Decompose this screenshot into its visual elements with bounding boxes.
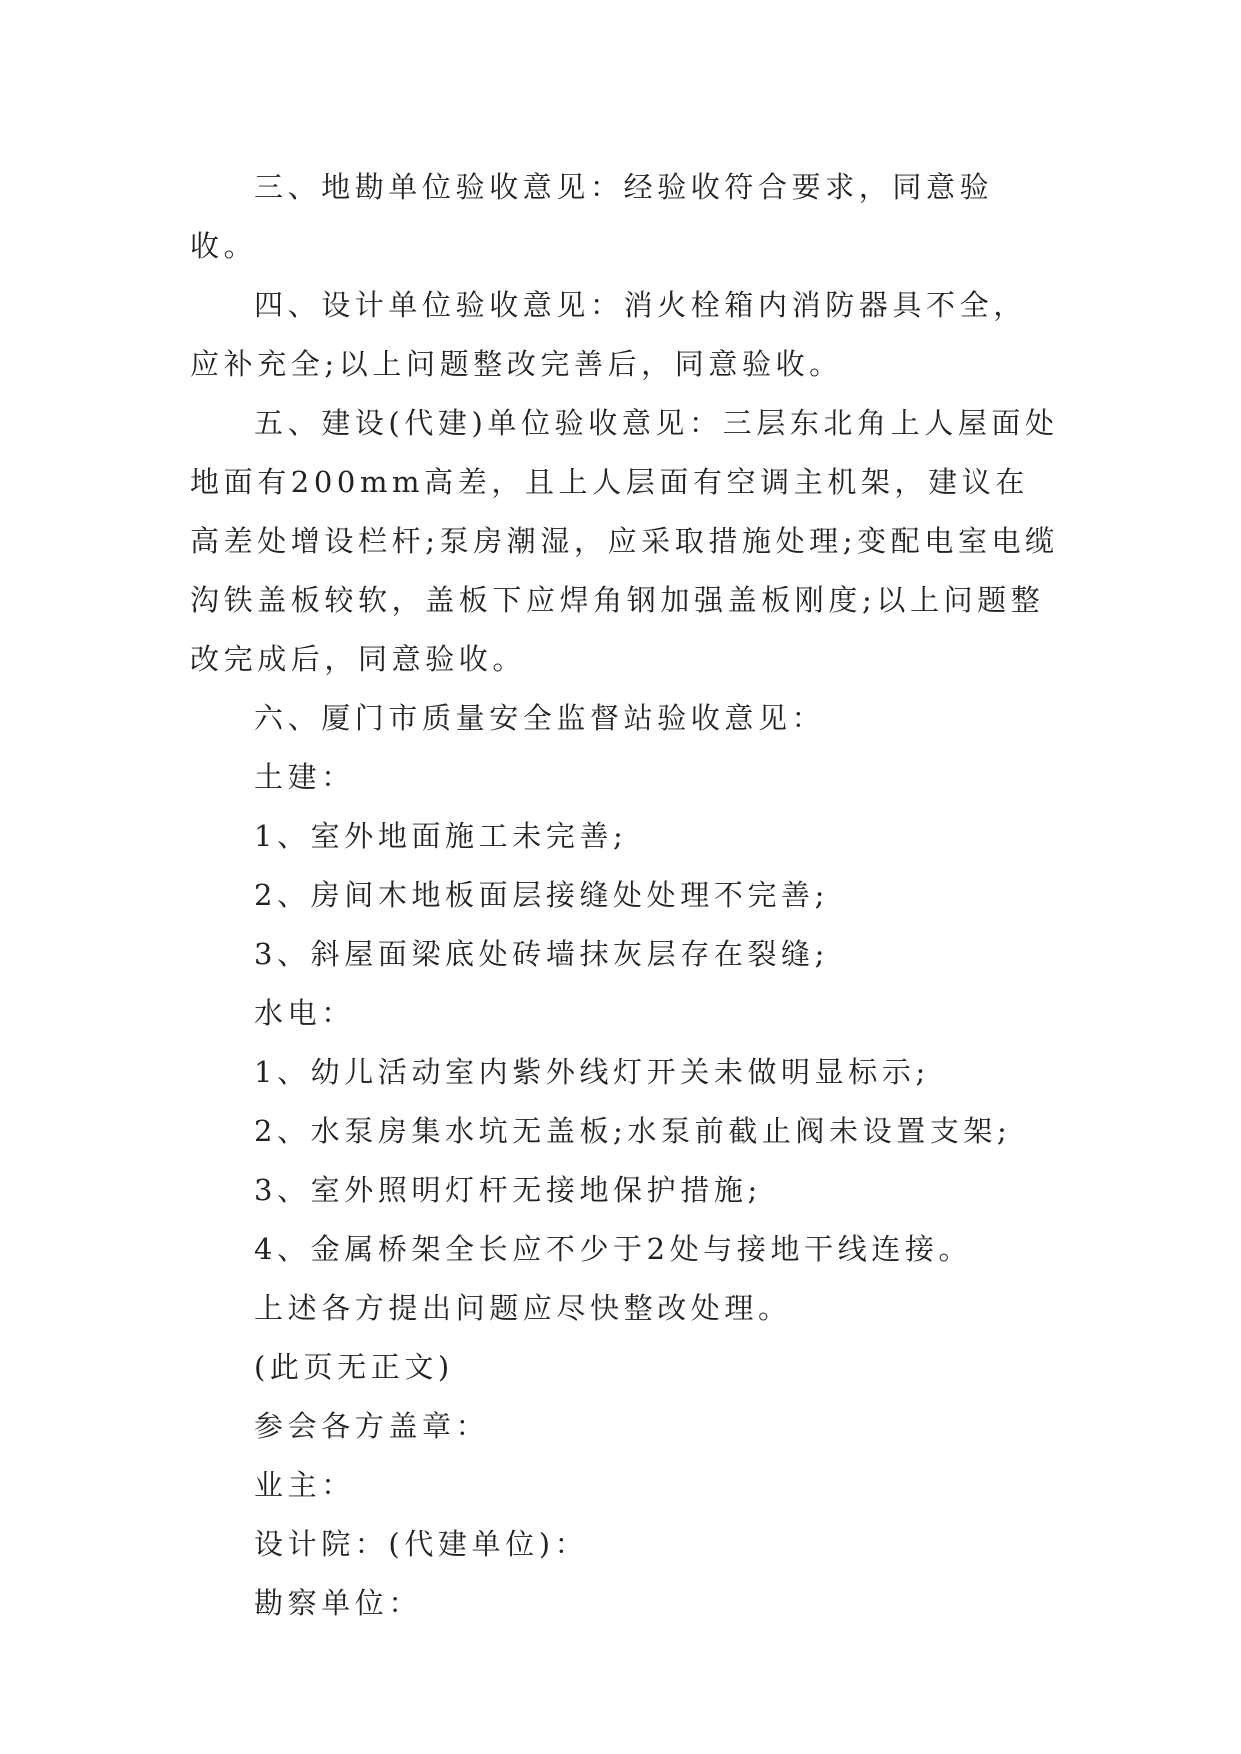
- water-electric-item-3: 3、室外照明灯杆无接地保护措施;: [254, 1173, 762, 1207]
- summary-line: 上述各方提出问题应尽快整改处理。: [254, 1291, 792, 1325]
- water-electric-item-1: 1、幼儿活动室内紫外线灯开关未做明显标示;: [254, 1055, 930, 1089]
- document-body: [190, 158, 1060, 1633]
- stamp-owner: 业主：: [254, 1468, 355, 1502]
- paragraph-geotechnical-opinion: 三、地勘单位验收意见：经验收符合要求，同意验收。: [190, 170, 994, 263]
- paragraph-design-opinion: 四、设计单位验收意见：消火栓箱内消防器具不全，应补充全;以上问题整改完善后，同意验收。: [190, 288, 1027, 381]
- heading-supervision-opinion: 六、厦门市质量安全监督站验收意见：: [254, 701, 826, 735]
- civil-item-2: 2、房间木地板面层接缝处处理不完善;: [254, 878, 830, 912]
- paragraph-construction-opinion: 五、建设(代建)单位验收意见：三层东北角上人屋面处地面有200mm高差，且上人层面有空调主机架，建议在高差处增设栏杆;泵房潮湿，应采取措施处理;变配电室电缆沟铁盖板较软，盖板下应焊角钢加强盖板刚度;以上问题整改完成后，同意验收。: [190, 406, 1059, 676]
- stamp-heading: 参会各方盖章：: [254, 1409, 490, 1443]
- stamp-survey-unit: 勘察单位：: [254, 1586, 423, 1620]
- water-electric-item-4: 4、金属桥架全长应不少于2处与接地干线连接。: [254, 1232, 973, 1266]
- stamp-design-institute: 设计院：(代建单位)：: [254, 1527, 589, 1561]
- water-electric-item-2: 2、水泵房集水坑无盖板;水泵前截止阀未设置支架;: [254, 1114, 1012, 1148]
- heading-water-electric: 水电：: [254, 996, 355, 1030]
- heading-civil-works: 土建：: [254, 760, 355, 794]
- civil-item-1: 1、室外地面施工未完善;: [254, 819, 628, 853]
- no-text-note: (此页无正文): [254, 1350, 454, 1384]
- civil-item-3: 3、斜屋面梁底处砖墙抹灰层存在裂缝;: [254, 937, 830, 971]
